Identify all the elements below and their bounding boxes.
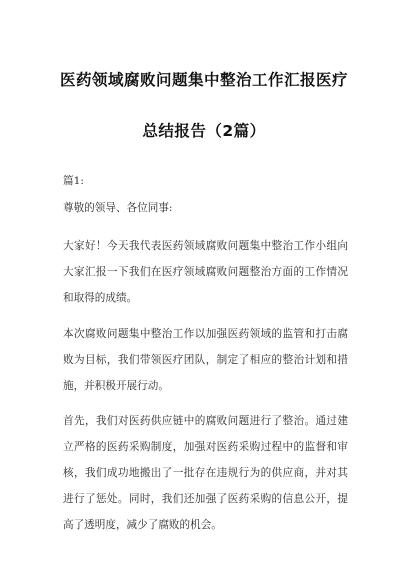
- section-label: 篇1:: [63, 175, 84, 187]
- paragraph-1: 大家好！今天我代表医药领域腐败问题集中整治工作小组向大家汇报一下我们在医疗领域腐败问题整治方面的工作情况和取得的成绩。: [63, 240, 348, 304]
- greeting: 尊敬的领导、各位同事:: [63, 202, 173, 214]
- document-title-line-1: 医药领域腐败问题集中整治工作汇报医疗: [59, 71, 348, 89]
- paragraph-3: 首先，我们对医药供应链中的腐败问题进行了整治。通过建立严格的医药采购制度，加强对医药采购过程中的监督和审核，我们成功地搬出了一批存在违规行为的供应商，并对其进行了惩处。同时，我们还加强了医药采购的信息公开，提高了透明度，减少了腐败的机会。: [63, 415, 348, 531]
- document-title-line-2: 总结报告（2篇）: [142, 122, 266, 140]
- paragraph-2: 本次腐败问题集中整治工作以加强医药领域的监管和打击腐败为目标，我们带领医疗团队，制定了相应的整治计划和措施，并积极开展行动。: [63, 328, 348, 392]
